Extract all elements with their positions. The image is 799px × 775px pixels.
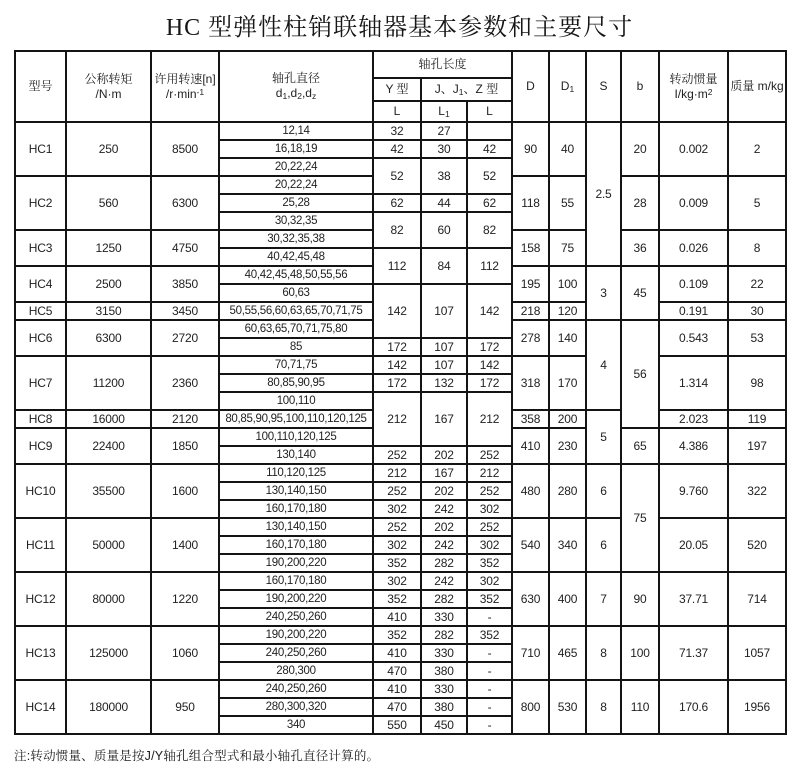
cell-b: 90 — [621, 572, 659, 626]
cell-S: 5 — [586, 410, 621, 464]
cell-mass: 520 — [728, 518, 786, 572]
cell-length-j: 44 — [421, 194, 467, 212]
cell-length-y: 550 — [373, 716, 421, 734]
cell-D: 800 — [512, 680, 549, 734]
cell-torque: 11200 — [66, 356, 151, 410]
cell-model: HC8 — [15, 410, 66, 428]
cell-torque: 180000 — [66, 680, 151, 734]
cell-length-z: 112 — [467, 248, 512, 284]
cell-length-j: 202 — [421, 518, 467, 536]
cell-D1: 340 — [549, 518, 586, 572]
cell-model: HC5 — [15, 302, 66, 320]
cell-length-y: 252 — [373, 482, 421, 500]
cell-length-y: 252 — [373, 446, 421, 464]
cell-model: HC13 — [15, 626, 66, 680]
cell-model: HC1 — [15, 122, 66, 176]
cell-bore-diameters: 40,42,45,48 — [219, 248, 373, 266]
cell-length-j: 282 — [421, 590, 467, 608]
cell-length-z: 252 — [467, 482, 512, 500]
cell-inertia: 37.71 — [659, 572, 728, 626]
cell-speed: 2360 — [151, 356, 219, 410]
cell-bore-diameters: 85 — [219, 338, 373, 356]
cell-length-j: 107 — [421, 284, 467, 338]
cell-mass: 1956 — [728, 680, 786, 734]
cell-speed: 6300 — [151, 176, 219, 230]
cell-length-z: 352 — [467, 554, 512, 572]
cell-b: 56 — [621, 320, 659, 428]
cell-length-y: 352 — [373, 554, 421, 572]
cell-length-y: 352 — [373, 626, 421, 644]
header-b: b — [621, 51, 659, 122]
cell-D: 158 — [512, 230, 549, 266]
cell-model: HC14 — [15, 680, 66, 734]
cell-bore-diameters: 340 — [219, 716, 373, 734]
cell-bore-diameters: 190,200,220 — [219, 554, 373, 572]
cell-bore-diameters: 50,55,56,60,63,65,70,71,75 — [219, 302, 373, 320]
cell-length-y: 352 — [373, 590, 421, 608]
cell-inertia: 20.05 — [659, 518, 728, 572]
cell-S: 8 — [586, 680, 621, 734]
cell-D1: 140 — [549, 320, 586, 356]
cell-length-y: 112 — [373, 248, 421, 284]
cell-length-j: 107 — [421, 338, 467, 356]
cell-model: HC11 — [15, 518, 66, 572]
cell-mass: 714 — [728, 572, 786, 626]
cell-b: 100 — [621, 626, 659, 680]
cell-length-z: 352 — [467, 590, 512, 608]
cell-D1: 200 — [549, 410, 586, 428]
footnote: 注:转动惯量、质量是按J/Y轴孔组合型式和最小轴孔直径计算的。 — [14, 749, 380, 763]
cell-inertia: 0.002 — [659, 122, 728, 176]
cell-length-z: 82 — [467, 212, 512, 248]
table-row — [15, 464, 786, 482]
cell-mass: 5 — [728, 176, 786, 230]
cell-length-j: 330 — [421, 644, 467, 662]
cell-length-z: 212 — [467, 392, 512, 446]
cell-speed: 1600 — [151, 464, 219, 518]
cell-length-z: 302 — [467, 536, 512, 554]
cell-torque: 250 — [66, 122, 151, 176]
cell-b: 65 — [621, 428, 659, 464]
cell-D1: 75 — [549, 230, 586, 266]
cell-b: 75 — [621, 464, 659, 572]
cell-bore-diameters: 130,140,150 — [219, 482, 373, 500]
cell-length-z: 42 — [467, 140, 512, 158]
cell-mass: 197 — [728, 428, 786, 464]
header-L-y: L — [373, 101, 421, 122]
cell-mass: 98 — [728, 356, 786, 410]
cell-bore-diameters: 240,250,260 — [219, 680, 373, 698]
header-L1: $L_1$ — [421, 101, 467, 122]
cell-bore-diameters: 130,140 — [219, 446, 373, 464]
cell-D: 195 — [512, 266, 549, 302]
cell-length-z: - — [467, 608, 512, 626]
header-row-1 — [15, 51, 786, 78]
cell-length-j: 27 — [421, 122, 467, 140]
cell-D: 710 — [512, 626, 549, 680]
cell-torque: 125000 — [66, 626, 151, 680]
header-bore-length: 轴孔长度 — [373, 51, 512, 78]
cell-speed: 2120 — [151, 410, 219, 428]
cell-speed: 1060 — [151, 626, 219, 680]
cell-inertia: 0.543 — [659, 320, 728, 356]
cell-length-z: - — [467, 680, 512, 698]
cell-length-j: 380 — [421, 662, 467, 680]
cell-S: 2.5 — [586, 122, 621, 266]
cell-D: 318 — [512, 356, 549, 410]
table-row — [15, 356, 786, 374]
cell-length-y: 142 — [373, 356, 421, 374]
cell-length-j: 107 — [421, 356, 467, 374]
cell-bore-diameters: 16,18,19 — [219, 140, 373, 158]
cell-D1: 280 — [549, 464, 586, 518]
cell-bore-diameters: 130,140,150 — [219, 518, 373, 536]
cell-bore-diameters: 30,32,35 — [219, 212, 373, 230]
cell-speed: 1220 — [151, 572, 219, 626]
cell-torque: 6300 — [66, 320, 151, 356]
cell-length-y: 410 — [373, 680, 421, 698]
cell-length-j: 330 — [421, 680, 467, 698]
cell-D1: 465 — [549, 626, 586, 680]
cell-D: 90 — [512, 122, 549, 176]
cell-length-z: - — [467, 644, 512, 662]
cell-length-j: 282 — [421, 554, 467, 572]
cell-bore-diameters: 240,250,260 — [219, 608, 373, 626]
cell-length-j: 242 — [421, 500, 467, 518]
cell-length-j: 242 — [421, 536, 467, 554]
cell-length-z: 172 — [467, 374, 512, 392]
cell-b: 110 — [621, 680, 659, 734]
cell-torque: 80000 — [66, 572, 151, 626]
table-row — [15, 518, 786, 536]
cell-length-z: 142 — [467, 356, 512, 374]
header-j-type: J、$J_1$、Z 型 — [421, 78, 512, 101]
cell-bore-diameters: 100,110 — [219, 392, 373, 410]
cell-D1: 55 — [549, 176, 586, 230]
cell-torque: 35500 — [66, 464, 151, 518]
coupling-spec-table — [14, 50, 787, 735]
cell-torque: 50000 — [66, 518, 151, 572]
cell-inertia: 2.023 — [659, 410, 728, 428]
cell-model: HC3 — [15, 230, 66, 266]
cell-length-z: 52 — [467, 158, 512, 194]
cell-length-y: 410 — [373, 644, 421, 662]
cell-S: 6 — [586, 464, 621, 518]
cell-inertia: 1.314 — [659, 356, 728, 410]
cell-torque: 22400 — [66, 428, 151, 464]
page-title: HC 型弹性柱销联轴器基本参数和主要尺寸 — [165, 15, 634, 41]
cell-length-j: 202 — [421, 446, 467, 464]
cell-torque: 16000 — [66, 410, 151, 428]
cell-mass: 30 — [728, 302, 786, 320]
cell-mass: 119 — [728, 410, 786, 428]
cell-inertia: 71.37 — [659, 626, 728, 680]
cell-speed: 950 — [151, 680, 219, 734]
cell-bore-diameters: 100,110,120,125 — [219, 428, 373, 446]
cell-length-y: 82 — [373, 212, 421, 248]
cell-bore-diameters: 60,63,65,70,71,75,80 — [219, 320, 373, 338]
cell-mass: 22 — [728, 266, 786, 302]
cell-model: HC12 — [15, 572, 66, 626]
table-row — [15, 122, 786, 140]
cell-length-z: - — [467, 662, 512, 680]
cell-speed: 8500 — [151, 122, 219, 176]
cell-length-z: 302 — [467, 572, 512, 590]
header-bore-diameter: 轴孔直径 $d_1,d_2,d_z$ — [219, 51, 373, 122]
cell-D: 630 — [512, 572, 549, 626]
cell-inertia: 0.026 — [659, 230, 728, 266]
cell-model: HC6 — [15, 320, 66, 356]
cell-inertia: 170.6 — [659, 680, 728, 734]
cell-D1: 400 — [549, 572, 586, 626]
cell-length-j: 84 — [421, 248, 467, 284]
cell-bore-diameters: 80,85,90,95,100,110,120,125 — [219, 410, 373, 428]
cell-bore-diameters: 160,170,180 — [219, 572, 373, 590]
cell-mass: 8 — [728, 230, 786, 266]
cell-bore-diameters: 12,14 — [219, 122, 373, 140]
spec-table-body — [15, 122, 786, 734]
cell-length-y: 172 — [373, 338, 421, 356]
cell-b: 36 — [621, 230, 659, 266]
cell-length-z — [467, 122, 512, 140]
cell-speed: 1850 — [151, 428, 219, 464]
cell-length-y: 252 — [373, 518, 421, 536]
cell-D: 278 — [512, 320, 549, 356]
cell-length-y: 52 — [373, 158, 421, 194]
cell-D1: 40 — [549, 122, 586, 176]
cell-inertia: 0.109 — [659, 266, 728, 302]
cell-model: HC2 — [15, 176, 66, 230]
cell-bore-diameters: 20,22,24 — [219, 176, 373, 194]
cell-length-j: 60 — [421, 212, 467, 248]
cell-length-j: 167 — [421, 464, 467, 482]
cell-bore-diameters: 60,63 — [219, 284, 373, 302]
table-row — [15, 626, 786, 644]
cell-D1: 170 — [549, 356, 586, 410]
cell-b: 20 — [621, 122, 659, 176]
cell-D: 480 — [512, 464, 549, 518]
header-D1: $D_1$ — [549, 51, 586, 122]
cell-length-y: 62 — [373, 194, 421, 212]
header-torque: 公称转矩 /N·m — [66, 51, 151, 122]
cell-length-z: 62 — [467, 194, 512, 212]
cell-bore-diameters: 190,200,220 — [219, 626, 373, 644]
cell-length-j: 167 — [421, 392, 467, 446]
cell-bore-diameters: 280,300,320 — [219, 698, 373, 716]
cell-model: HC7 — [15, 356, 66, 410]
header-speed: 许用转速[n] $/r\cdot\min^{-1}$ — [151, 51, 219, 122]
cell-length-j: 132 — [421, 374, 467, 392]
cell-length-z: 212 — [467, 464, 512, 482]
cell-length-y: 302 — [373, 572, 421, 590]
cell-length-y: 302 — [373, 536, 421, 554]
cell-model: HC9 — [15, 428, 66, 464]
cell-D: 118 — [512, 176, 549, 230]
cell-S: 6 — [586, 518, 621, 572]
cell-length-y: 212 — [373, 464, 421, 482]
cell-length-j: 30 — [421, 140, 467, 158]
cell-inertia: 4.386 — [659, 428, 728, 464]
cell-speed: 3850 — [151, 266, 219, 302]
cell-length-j: 450 — [421, 716, 467, 734]
cell-D1: 530 — [549, 680, 586, 734]
cell-bore-diameters: 110,120,125 — [219, 464, 373, 482]
cell-length-y: 302 — [373, 500, 421, 518]
cell-length-y: 142 — [373, 284, 421, 338]
cell-inertia: 0.009 — [659, 176, 728, 230]
cell-S: 7 — [586, 572, 621, 626]
cell-torque: 1250 — [66, 230, 151, 266]
cell-length-j: 38 — [421, 158, 467, 194]
cell-bore-diameters: 70,71,75 — [219, 356, 373, 374]
cell-model: HC4 — [15, 266, 66, 302]
header-S: S — [586, 51, 621, 122]
cell-bore-diameters: 40,42,45,48,50,55,56 — [219, 266, 373, 284]
cell-length-z: - — [467, 716, 512, 734]
table-row — [15, 680, 786, 698]
cell-b: 28 — [621, 176, 659, 230]
cell-bore-diameters: 30,32,35,38 — [219, 230, 373, 248]
cell-length-z: 302 — [467, 500, 512, 518]
cell-speed: 4750 — [151, 230, 219, 266]
cell-S: 3 — [586, 266, 621, 320]
cell-length-z: 172 — [467, 338, 512, 356]
cell-mass: 322 — [728, 464, 786, 518]
cell-D: 218 — [512, 302, 549, 320]
cell-length-j: 380 — [421, 698, 467, 716]
cell-bore-diameters: 160,170,180 — [219, 536, 373, 554]
header-model: 型号 — [15, 51, 66, 122]
cell-length-y: 470 — [373, 698, 421, 716]
cell-D: 540 — [512, 518, 549, 572]
cell-b: 45 — [621, 266, 659, 320]
cell-D1: 120 — [549, 302, 586, 320]
cell-bore-diameters: 80,85,90,95 — [219, 374, 373, 392]
cell-length-j: 202 — [421, 482, 467, 500]
cell-length-j: 330 — [421, 608, 467, 626]
page — [0, 7, 799, 764]
cell-mass: 1057 — [728, 626, 786, 680]
cell-D1: 100 — [549, 266, 586, 302]
cell-D1: 230 — [549, 428, 586, 464]
cell-length-y: 42 — [373, 140, 421, 158]
cell-length-z: 252 — [467, 446, 512, 464]
cell-D: 410 — [512, 428, 549, 464]
cell-length-j: 282 — [421, 626, 467, 644]
cell-bore-diameters: 190,200,220 — [219, 590, 373, 608]
cell-mass: 2 — [728, 122, 786, 176]
cell-length-z: 352 — [467, 626, 512, 644]
cell-torque: 560 — [66, 176, 151, 230]
header-inertia: 转动惯量 $I/kg\cdot m^2$ — [659, 51, 728, 122]
cell-length-y: 470 — [373, 662, 421, 680]
cell-speed: 2720 — [151, 320, 219, 356]
cell-speed: 1400 — [151, 518, 219, 572]
cell-length-y: 212 — [373, 392, 421, 446]
cell-length-z: - — [467, 698, 512, 716]
cell-mass: 53 — [728, 320, 786, 356]
cell-speed: 3450 — [151, 302, 219, 320]
header-L-z: L — [467, 101, 512, 122]
cell-bore-diameters: 20,22,24 — [219, 158, 373, 176]
cell-torque: 2500 — [66, 266, 151, 302]
cell-bore-diameters: 160,170,180 — [219, 500, 373, 518]
header-D: D — [512, 51, 549, 122]
cell-bore-diameters: 25,28 — [219, 194, 373, 212]
cell-length-y: 32 — [373, 122, 421, 140]
cell-length-y: 172 — [373, 374, 421, 392]
cell-inertia: 9.760 — [659, 464, 728, 518]
cell-length-y: 410 — [373, 608, 421, 626]
cell-torque: 3150 — [66, 302, 151, 320]
cell-inertia: 0.191 — [659, 302, 728, 320]
header-y-type: Y 型 — [373, 78, 421, 101]
cell-length-z: 252 — [467, 518, 512, 536]
table-header — [15, 51, 786, 122]
cell-bore-diameters: 280,300 — [219, 662, 373, 680]
cell-model: HC10 — [15, 464, 66, 518]
cell-S: 8 — [586, 626, 621, 680]
table-row — [15, 572, 786, 590]
cell-length-z: 142 — [467, 284, 512, 338]
cell-length-j: 242 — [421, 572, 467, 590]
cell-bore-diameters: 240,250,260 — [219, 644, 373, 662]
cell-S: 4 — [586, 320, 621, 410]
cell-D: 358 — [512, 410, 549, 428]
header-mass: 质量 m/kg — [728, 51, 786, 122]
